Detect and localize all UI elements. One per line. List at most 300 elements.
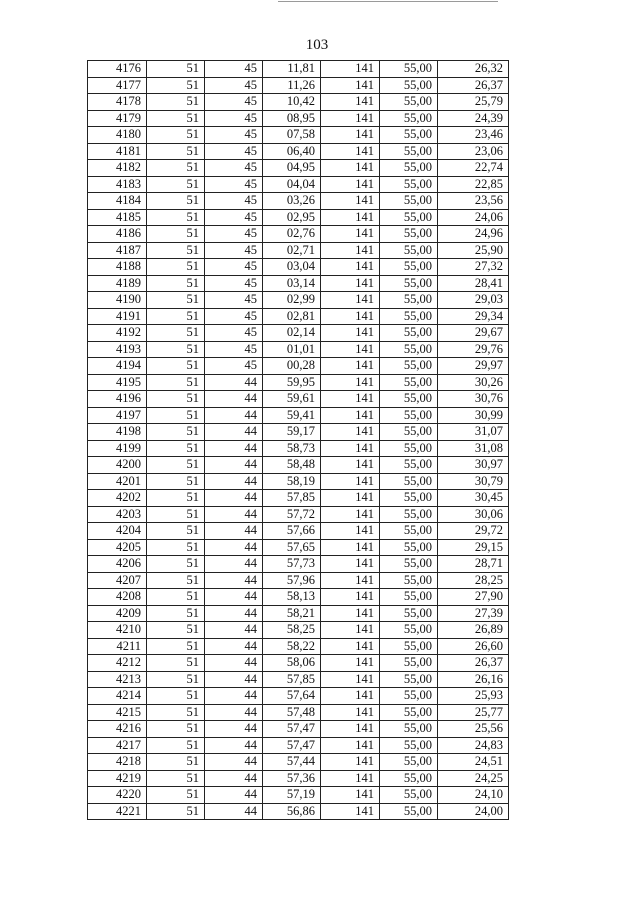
lon-sec-cell: 28,25 <box>438 572 509 589</box>
lon-min-cell: 55,00 <box>380 308 438 325</box>
lat-sec-cell: 58,25 <box>263 622 321 639</box>
table-row <box>88 358 509 375</box>
lat-sec-cell: 08,95 <box>263 110 321 127</box>
lat-deg-cell: 51 <box>147 589 205 606</box>
lon-sec-cell: 30,79 <box>438 473 509 490</box>
table-row <box>88 787 509 804</box>
lat-deg-cell: 51 <box>147 556 205 573</box>
lat-deg-cell: 51 <box>147 737 205 754</box>
lat-min-cell: 45 <box>205 127 263 144</box>
lon-deg-cell: 141 <box>321 721 380 738</box>
lat-min-cell: 45 <box>205 341 263 358</box>
table-row <box>88 704 509 721</box>
lon-sec-cell: 29,72 <box>438 523 509 540</box>
lat-min-cell: 44 <box>205 440 263 457</box>
lat-min-cell: 44 <box>205 671 263 688</box>
table-row <box>88 737 509 754</box>
lon-min-cell: 55,00 <box>380 721 438 738</box>
lat-min-cell: 44 <box>205 523 263 540</box>
lat-deg-cell: 51 <box>147 325 205 342</box>
lon-deg-cell: 141 <box>321 440 380 457</box>
lat-sec-cell: 58,19 <box>263 473 321 490</box>
table-row <box>88 275 509 292</box>
lon-deg-cell: 141 <box>321 209 380 226</box>
point-id-cell: 4178 <box>88 94 147 111</box>
lon-min-cell: 55,00 <box>380 77 438 94</box>
lon-min-cell: 55,00 <box>380 391 438 408</box>
lat-min-cell: 45 <box>205 308 263 325</box>
table-row <box>88 638 509 655</box>
lon-min-cell: 55,00 <box>380 110 438 127</box>
lon-min-cell: 55,00 <box>380 374 438 391</box>
point-id-cell: 4209 <box>88 605 147 622</box>
lon-sec-cell: 30,76 <box>438 391 509 408</box>
lat-min-cell: 45 <box>205 176 263 193</box>
table-row <box>88 605 509 622</box>
point-id-cell: 4186 <box>88 226 147 243</box>
lat-min-cell: 44 <box>205 407 263 424</box>
lon-sec-cell: 25,56 <box>438 721 509 738</box>
lon-min-cell: 55,00 <box>380 143 438 160</box>
point-id-cell: 4210 <box>88 622 147 639</box>
lon-deg-cell: 141 <box>321 176 380 193</box>
table-row <box>88 589 509 606</box>
lat-min-cell: 45 <box>205 275 263 292</box>
lon-deg-cell: 141 <box>321 803 380 820</box>
point-id-cell: 4188 <box>88 259 147 276</box>
lon-deg-cell: 141 <box>321 143 380 160</box>
lat-sec-cell: 01,01 <box>263 341 321 358</box>
lon-min-cell: 55,00 <box>380 490 438 507</box>
lon-deg-cell: 141 <box>321 292 380 309</box>
lat-sec-cell: 02,76 <box>263 226 321 243</box>
lon-deg-cell: 141 <box>321 770 380 787</box>
point-id-cell: 4207 <box>88 572 147 589</box>
lon-sec-cell: 30,06 <box>438 506 509 523</box>
lon-deg-cell: 141 <box>321 242 380 259</box>
lat-min-cell: 45 <box>205 77 263 94</box>
lat-deg-cell: 51 <box>147 440 205 457</box>
lat-sec-cell: 02,14 <box>263 325 321 342</box>
table-row <box>88 325 509 342</box>
lon-sec-cell: 24,10 <box>438 787 509 804</box>
table-row <box>88 440 509 457</box>
lat-deg-cell: 51 <box>147 226 205 243</box>
lat-sec-cell: 04,04 <box>263 176 321 193</box>
lat-deg-cell: 51 <box>147 160 205 177</box>
lon-sec-cell: 31,07 <box>438 424 509 441</box>
lon-sec-cell: 27,39 <box>438 605 509 622</box>
lon-min-cell: 55,00 <box>380 688 438 705</box>
lon-deg-cell: 141 <box>321 737 380 754</box>
lat-sec-cell: 58,13 <box>263 589 321 606</box>
lon-sec-cell: 24,25 <box>438 770 509 787</box>
table-row <box>88 176 509 193</box>
lat-deg-cell: 51 <box>147 94 205 111</box>
lat-sec-cell: 00,28 <box>263 358 321 375</box>
lat-sec-cell: 11,26 <box>263 77 321 94</box>
lon-sec-cell: 29,15 <box>438 539 509 556</box>
lon-sec-cell: 22,74 <box>438 160 509 177</box>
lat-sec-cell: 02,99 <box>263 292 321 309</box>
lat-deg-cell: 51 <box>147 242 205 259</box>
lat-deg-cell: 51 <box>147 770 205 787</box>
point-id-cell: 4189 <box>88 275 147 292</box>
lat-sec-cell: 02,71 <box>263 242 321 259</box>
lat-sec-cell: 06,40 <box>263 143 321 160</box>
lon-deg-cell: 141 <box>321 523 380 540</box>
table-row <box>88 259 509 276</box>
lat-sec-cell: 11,81 <box>263 61 321 78</box>
lat-deg-cell: 51 <box>147 457 205 474</box>
lon-sec-cell: 26,89 <box>438 622 509 639</box>
lon-min-cell: 55,00 <box>380 160 438 177</box>
lon-sec-cell: 28,41 <box>438 275 509 292</box>
table-row <box>88 506 509 523</box>
table-row <box>88 77 509 94</box>
lon-deg-cell: 141 <box>321 358 380 375</box>
lon-min-cell: 55,00 <box>380 226 438 243</box>
point-id-cell: 4213 <box>88 671 147 688</box>
lat-sec-cell: 02,81 <box>263 308 321 325</box>
lat-sec-cell: 57,44 <box>263 754 321 771</box>
point-id-cell: 4221 <box>88 803 147 820</box>
lat-deg-cell: 51 <box>147 143 205 160</box>
lon-deg-cell: 141 <box>321 424 380 441</box>
lat-min-cell: 44 <box>205 622 263 639</box>
lat-min-cell: 45 <box>205 110 263 127</box>
lat-deg-cell: 51 <box>147 572 205 589</box>
lat-deg-cell: 51 <box>147 490 205 507</box>
lat-sec-cell: 02,95 <box>263 209 321 226</box>
point-id-cell: 4212 <box>88 655 147 672</box>
lon-sec-cell: 23,06 <box>438 143 509 160</box>
lat-deg-cell: 51 <box>147 721 205 738</box>
table-row <box>88 490 509 507</box>
lon-sec-cell: 25,77 <box>438 704 509 721</box>
lat-sec-cell: 57,47 <box>263 737 321 754</box>
lon-sec-cell: 25,79 <box>438 94 509 111</box>
lat-deg-cell: 51 <box>147 275 205 292</box>
lat-sec-cell: 58,06 <box>263 655 321 672</box>
lon-sec-cell: 29,03 <box>438 292 509 309</box>
lat-deg-cell: 51 <box>147 77 205 94</box>
lon-min-cell: 55,00 <box>380 655 438 672</box>
lat-deg-cell: 51 <box>147 407 205 424</box>
lon-min-cell: 55,00 <box>380 292 438 309</box>
lon-deg-cell: 141 <box>321 638 380 655</box>
point-id-cell: 4214 <box>88 688 147 705</box>
lon-min-cell: 55,00 <box>380 589 438 606</box>
lat-min-cell: 44 <box>205 770 263 787</box>
lon-deg-cell: 141 <box>321 506 380 523</box>
lon-deg-cell: 141 <box>321 655 380 672</box>
lat-min-cell: 45 <box>205 94 263 111</box>
lat-sec-cell: 57,65 <box>263 539 321 556</box>
table-row <box>88 209 509 226</box>
lon-min-cell: 55,00 <box>380 787 438 804</box>
lat-min-cell: 44 <box>205 457 263 474</box>
point-id-cell: 4190 <box>88 292 147 309</box>
lon-sec-cell: 29,34 <box>438 308 509 325</box>
table-row <box>88 61 509 78</box>
lat-deg-cell: 51 <box>147 539 205 556</box>
lon-sec-cell: 23,46 <box>438 127 509 144</box>
lon-deg-cell: 141 <box>321 374 380 391</box>
lon-sec-cell: 26,16 <box>438 671 509 688</box>
lon-min-cell: 55,00 <box>380 61 438 78</box>
lon-deg-cell: 141 <box>321 605 380 622</box>
lat-deg-cell: 51 <box>147 308 205 325</box>
table-row <box>88 622 509 639</box>
table-row <box>88 94 509 111</box>
lat-deg-cell: 51 <box>147 193 205 210</box>
lon-deg-cell: 141 <box>321 127 380 144</box>
lon-min-cell: 55,00 <box>380 622 438 639</box>
table-row <box>88 143 509 160</box>
point-id-cell: 4220 <box>88 787 147 804</box>
lat-sec-cell: 59,61 <box>263 391 321 408</box>
lat-deg-cell: 51 <box>147 374 205 391</box>
lon-sec-cell: 26,60 <box>438 638 509 655</box>
point-id-cell: 4192 <box>88 325 147 342</box>
point-id-cell: 4181 <box>88 143 147 160</box>
table-row <box>88 655 509 672</box>
lat-deg-cell: 51 <box>147 176 205 193</box>
lat-deg-cell: 51 <box>147 655 205 672</box>
table-row <box>88 308 509 325</box>
lon-sec-cell: 29,76 <box>438 341 509 358</box>
lat-min-cell: 44 <box>205 589 263 606</box>
point-id-cell: 4198 <box>88 424 147 441</box>
lon-sec-cell: 24,83 <box>438 737 509 754</box>
lat-min-cell: 44 <box>205 754 263 771</box>
table-row <box>88 341 509 358</box>
lon-sec-cell: 24,96 <box>438 226 509 243</box>
lat-sec-cell: 03,04 <box>263 259 321 276</box>
lon-min-cell: 55,00 <box>380 275 438 292</box>
lat-deg-cell: 51 <box>147 622 205 639</box>
lat-min-cell: 44 <box>205 424 263 441</box>
point-id-cell: 4180 <box>88 127 147 144</box>
lon-deg-cell: 141 <box>321 341 380 358</box>
point-id-cell: 4211 <box>88 638 147 655</box>
lon-deg-cell: 141 <box>321 589 380 606</box>
lat-sec-cell: 57,36 <box>263 770 321 787</box>
lon-sec-cell: 30,45 <box>438 490 509 507</box>
lon-deg-cell: 141 <box>321 473 380 490</box>
lon-sec-cell: 26,32 <box>438 61 509 78</box>
lat-min-cell: 44 <box>205 374 263 391</box>
table-row <box>88 242 509 259</box>
point-id-cell: 4193 <box>88 341 147 358</box>
table-row <box>88 424 509 441</box>
lon-min-cell: 55,00 <box>380 341 438 358</box>
lat-deg-cell: 51 <box>147 671 205 688</box>
lon-sec-cell: 28,71 <box>438 556 509 573</box>
table-row <box>88 391 509 408</box>
lat-deg-cell: 51 <box>147 127 205 144</box>
lon-min-cell: 55,00 <box>380 770 438 787</box>
lat-deg-cell: 51 <box>147 110 205 127</box>
lat-deg-cell: 51 <box>147 704 205 721</box>
lon-min-cell: 55,00 <box>380 209 438 226</box>
lat-deg-cell: 51 <box>147 803 205 820</box>
lon-min-cell: 55,00 <box>380 572 438 589</box>
point-id-cell: 4200 <box>88 457 147 474</box>
lon-min-cell: 55,00 <box>380 358 438 375</box>
lat-min-cell: 45 <box>205 61 263 78</box>
lon-deg-cell: 141 <box>321 572 380 589</box>
point-id-cell: 4197 <box>88 407 147 424</box>
lon-min-cell: 55,00 <box>380 325 438 342</box>
lat-min-cell: 44 <box>205 737 263 754</box>
point-id-cell: 4219 <box>88 770 147 787</box>
lon-sec-cell: 30,99 <box>438 407 509 424</box>
lon-min-cell: 55,00 <box>380 424 438 441</box>
lat-min-cell: 45 <box>205 325 263 342</box>
lon-sec-cell: 24,39 <box>438 110 509 127</box>
lat-deg-cell: 51 <box>147 358 205 375</box>
lon-min-cell: 55,00 <box>380 473 438 490</box>
lon-min-cell: 55,00 <box>380 440 438 457</box>
table-row <box>88 160 509 177</box>
lon-deg-cell: 141 <box>321 275 380 292</box>
lat-deg-cell: 51 <box>147 209 205 226</box>
data-table <box>87 60 509 820</box>
lat-sec-cell: 57,85 <box>263 490 321 507</box>
table-row <box>88 110 509 127</box>
lon-sec-cell: 26,37 <box>438 77 509 94</box>
lat-min-cell: 45 <box>205 292 263 309</box>
point-id-cell: 4195 <box>88 374 147 391</box>
table-row <box>88 292 509 309</box>
lat-deg-cell: 51 <box>147 341 205 358</box>
lat-sec-cell: 04,95 <box>263 160 321 177</box>
lat-sec-cell: 03,26 <box>263 193 321 210</box>
table-row <box>88 193 509 210</box>
lon-min-cell: 55,00 <box>380 242 438 259</box>
lat-sec-cell: 58,21 <box>263 605 321 622</box>
lon-deg-cell: 141 <box>321 325 380 342</box>
lon-sec-cell: 31,08 <box>438 440 509 457</box>
lon-sec-cell: 27,90 <box>438 589 509 606</box>
lat-min-cell: 45 <box>205 160 263 177</box>
lat-sec-cell: 03,14 <box>263 275 321 292</box>
lon-deg-cell: 141 <box>321 407 380 424</box>
lon-min-cell: 55,00 <box>380 605 438 622</box>
point-id-cell: 4177 <box>88 77 147 94</box>
lat-min-cell: 44 <box>205 490 263 507</box>
lat-sec-cell: 57,64 <box>263 688 321 705</box>
point-id-cell: 4183 <box>88 176 147 193</box>
lat-min-cell: 44 <box>205 391 263 408</box>
table-row <box>88 721 509 738</box>
lat-min-cell: 44 <box>205 638 263 655</box>
point-id-cell: 4203 <box>88 506 147 523</box>
lat-min-cell: 45 <box>205 242 263 259</box>
lon-sec-cell: 24,06 <box>438 209 509 226</box>
lat-sec-cell: 58,22 <box>263 638 321 655</box>
point-id-cell: 4217 <box>88 737 147 754</box>
lat-deg-cell: 51 <box>147 424 205 441</box>
lon-min-cell: 55,00 <box>380 506 438 523</box>
lon-min-cell: 55,00 <box>380 259 438 276</box>
lat-sec-cell: 57,47 <box>263 721 321 738</box>
lat-sec-cell: 57,19 <box>263 787 321 804</box>
lat-min-cell: 44 <box>205 688 263 705</box>
point-id-cell: 4187 <box>88 242 147 259</box>
lon-deg-cell: 141 <box>321 539 380 556</box>
lon-min-cell: 55,00 <box>380 638 438 655</box>
lat-min-cell: 44 <box>205 572 263 589</box>
table-row <box>88 407 509 424</box>
table-row <box>88 473 509 490</box>
lat-min-cell: 44 <box>205 787 263 804</box>
point-id-cell: 4176 <box>88 61 147 78</box>
lat-min-cell: 44 <box>205 721 263 738</box>
lat-sec-cell: 07,58 <box>263 127 321 144</box>
lon-deg-cell: 141 <box>321 688 380 705</box>
lon-min-cell: 55,00 <box>380 704 438 721</box>
lat-sec-cell: 58,73 <box>263 440 321 457</box>
lon-sec-cell: 23,56 <box>438 193 509 210</box>
lat-min-cell: 45 <box>205 143 263 160</box>
point-id-cell: 4179 <box>88 110 147 127</box>
lat-deg-cell: 51 <box>147 506 205 523</box>
table-row <box>88 374 509 391</box>
lat-deg-cell: 51 <box>147 391 205 408</box>
lat-min-cell: 44 <box>205 704 263 721</box>
lon-deg-cell: 141 <box>321 160 380 177</box>
lat-deg-cell: 51 <box>147 605 205 622</box>
point-id-cell: 4196 <box>88 391 147 408</box>
lat-min-cell: 45 <box>205 193 263 210</box>
point-id-cell: 4201 <box>88 473 147 490</box>
lon-deg-cell: 141 <box>321 457 380 474</box>
point-id-cell: 4204 <box>88 523 147 540</box>
lon-sec-cell: 30,26 <box>438 374 509 391</box>
table-row <box>88 226 509 243</box>
lon-deg-cell: 141 <box>321 193 380 210</box>
table-row <box>88 556 509 573</box>
lon-deg-cell: 141 <box>321 556 380 573</box>
lon-sec-cell: 29,97 <box>438 358 509 375</box>
table-row <box>88 127 509 144</box>
point-id-cell: 4182 <box>88 160 147 177</box>
lon-sec-cell: 24,00 <box>438 803 509 820</box>
point-id-cell: 4208 <box>88 589 147 606</box>
lat-sec-cell: 59,17 <box>263 424 321 441</box>
point-id-cell: 4216 <box>88 721 147 738</box>
lat-deg-cell: 51 <box>147 638 205 655</box>
lat-sec-cell: 57,85 <box>263 671 321 688</box>
lon-deg-cell: 141 <box>321 622 380 639</box>
lat-deg-cell: 51 <box>147 787 205 804</box>
lon-min-cell: 55,00 <box>380 193 438 210</box>
lon-deg-cell: 141 <box>321 110 380 127</box>
point-id-cell: 4184 <box>88 193 147 210</box>
table-row <box>88 803 509 820</box>
lat-min-cell: 44 <box>205 539 263 556</box>
lon-min-cell: 55,00 <box>380 94 438 111</box>
lon-sec-cell: 24,51 <box>438 754 509 771</box>
lat-deg-cell: 51 <box>147 754 205 771</box>
table-row <box>88 457 509 474</box>
lon-deg-cell: 141 <box>321 259 380 276</box>
lat-sec-cell: 57,72 <box>263 506 321 523</box>
lon-min-cell: 55,00 <box>380 803 438 820</box>
